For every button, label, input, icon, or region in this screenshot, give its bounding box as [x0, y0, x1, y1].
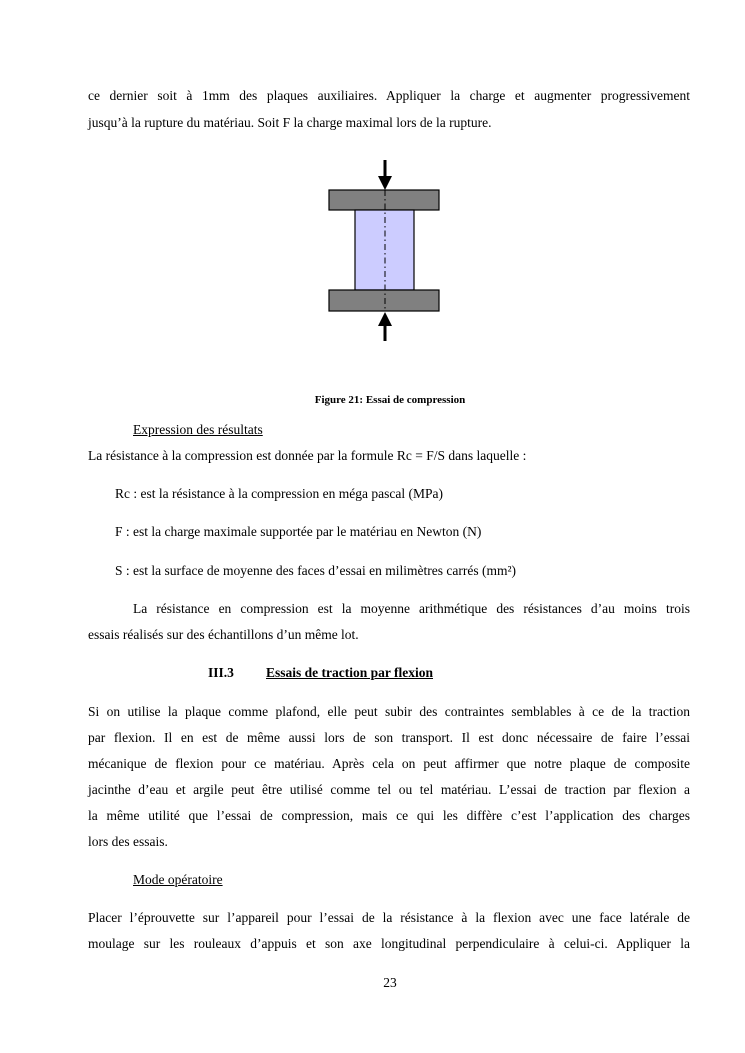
- intro-line-1: ce dernier soit à 1mm des plaques auxiliaires. Appliquer la charge et augmenter progressivement: [88, 88, 690, 103]
- mode-line-2: moulage sur les rouleaux d’appuis et son axe longitudinal perpendiculaire à celui-ci. Appliquer la: [88, 936, 690, 951]
- bottom-arrow-head: [378, 312, 392, 326]
- section-title: Essais de traction par flexion: [266, 665, 434, 680]
- body-line-2: par flexion. Il en est de même aussi lors de son transport. Il est donc nécessaire de faire l’essai: [88, 730, 690, 745]
- compression-test-diagram: [320, 158, 450, 343]
- bottom-plate: [329, 290, 439, 311]
- figure-caption: Figure 21: Essai de compression: [314, 394, 466, 406]
- definition-rc: Rc : est la résistance à la compression en méga pascal (MPa): [115, 486, 444, 501]
- intro-line-2: jusqu’à la rupture du matériau. Soit F la charge maximal lors de la rupture.: [88, 115, 492, 130]
- top-arrow-head: [378, 176, 392, 190]
- mode-heading: Mode opératoire: [133, 872, 223, 887]
- mean-line-2: essais réalisés sur des échantillons d’un même lot.: [88, 627, 359, 642]
- section-number: III.3: [208, 665, 234, 680]
- body-line-5: la même utilité que l’essai de compression, mais ce qui les diffère c’est l’application des charges: [88, 808, 690, 823]
- definition-s: S : est la surface de moyenne des faces d’essai en milimètres carrés (mm²): [115, 563, 517, 578]
- top-plate: [329, 190, 439, 210]
- body-line-3: mécanique de flexion pour ce matériau. Après cela on peut affirmer que notre plaque de composite: [88, 756, 690, 771]
- results-heading: Expression des résultats: [133, 422, 263, 437]
- mode-line-1: Placer l’éprouvette sur l’appareil pour l’essai de la résistance à la flexion avec une face latérale de: [88, 910, 690, 925]
- body-line-6: lors des essais.: [88, 834, 168, 849]
- page-number: 23: [383, 975, 397, 990]
- mean-line-1: La résistance en compression est la moyenne arithmétique des résistances d’au moins trois: [133, 601, 690, 616]
- definition-f: F : est la charge maximale supportée par le matériau en Newton (N): [115, 524, 482, 539]
- body-line-1: Si on utilise la plaque comme plafond, elle peut subir des contraintes semblables à ce de la traction: [88, 704, 690, 719]
- body-line-4: jacinthe d’eau et argile peut être utilisé comme tel ou tel matériau. L’essai de traction par flexion a: [88, 782, 690, 797]
- formula-line: La résistance à la compression est donnée par la formule Rc = F/S dans laquelle :: [88, 448, 527, 463]
